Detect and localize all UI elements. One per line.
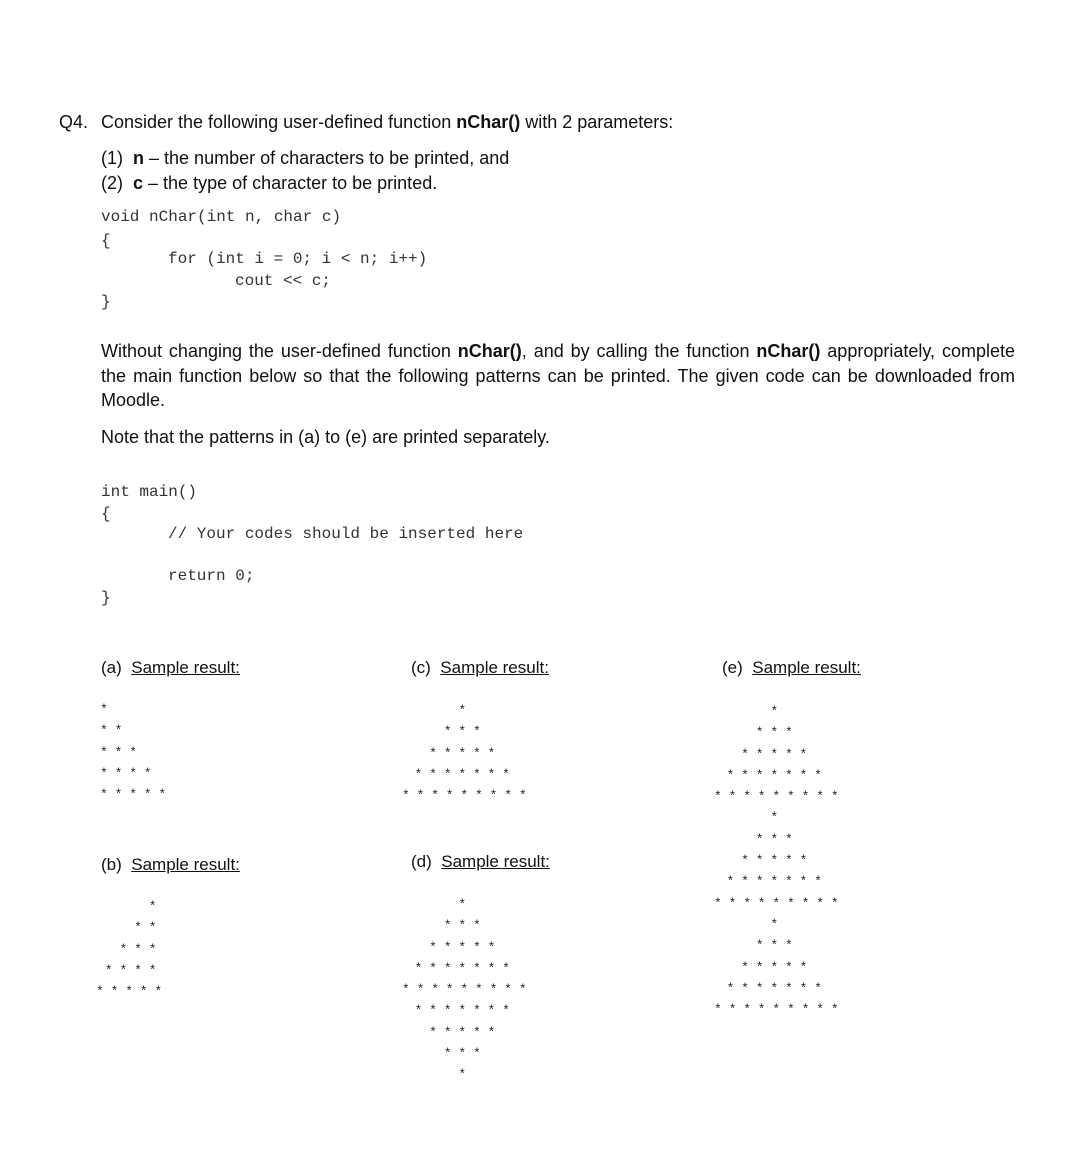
main-comment: // Your codes should be inserted here bbox=[168, 525, 524, 543]
param-name: n bbox=[133, 148, 145, 168]
pattern-b bbox=[96, 896, 162, 1002]
pattern-row: * * * bbox=[755, 725, 793, 741]
pattern-row: * * * * * bbox=[96, 984, 162, 1000]
pattern-row: * * * * * * * * * bbox=[714, 895, 839, 911]
pattern-row: * * * * * bbox=[429, 745, 495, 761]
function-close-brace: } bbox=[101, 293, 111, 311]
pattern-row: * * * * * * * bbox=[726, 980, 822, 996]
pattern-row: * * * * * * * * * bbox=[714, 1002, 839, 1018]
instructions-text: , and by calling the function bbox=[521, 341, 757, 361]
sample-e-heading bbox=[722, 658, 861, 678]
pattern-row: * bbox=[100, 702, 108, 717]
pattern-e bbox=[714, 701, 839, 1020]
intro-suffix: with 2 parameters: bbox=[520, 112, 674, 132]
pattern-row: * * * bbox=[443, 724, 481, 740]
pattern-row: * * * * * * * bbox=[414, 960, 510, 976]
main-open-brace: { bbox=[101, 505, 111, 523]
instructions-function-name: nChar() bbox=[756, 341, 821, 361]
sample-label: Sample result: bbox=[440, 658, 549, 677]
pattern-row: * * * * bbox=[104, 962, 156, 978]
sample-a-heading bbox=[101, 658, 240, 678]
function-body: cout << c; bbox=[235, 272, 332, 290]
pattern-row: * bbox=[770, 704, 778, 719]
pattern-row: * * * * * bbox=[741, 959, 807, 975]
question-number: Q4. bbox=[59, 112, 89, 132]
pattern-row: * bbox=[148, 899, 156, 914]
sample-b-heading bbox=[101, 855, 240, 875]
pattern-c bbox=[402, 700, 527, 806]
sample-marker: (b) bbox=[101, 855, 122, 874]
sample-marker: (e) bbox=[722, 658, 743, 677]
sample-marker: (a) bbox=[101, 658, 122, 677]
sample-marker: (d) bbox=[411, 852, 432, 871]
instructions-text: appropriately, complete the main function below so that the following patterns can be printed. The given code can be downloaded from Moodle. bbox=[101, 341, 1015, 410]
sample-label: Sample result: bbox=[131, 658, 240, 677]
pattern-row: * * * * * bbox=[100, 787, 166, 803]
pattern-row: * * * * * * * bbox=[726, 874, 822, 890]
note-text: Note that the patterns in (a) to (e) are printed separately. bbox=[101, 427, 550, 447]
pattern-row: * * * bbox=[100, 744, 137, 760]
pattern-row: * bbox=[458, 897, 466, 912]
param-item bbox=[101, 147, 509, 169]
pattern-row: * bbox=[770, 916, 778, 932]
pattern-a bbox=[100, 699, 180, 805]
intro-prefix: Consider the following user-defined function bbox=[101, 112, 457, 132]
pattern-row: * * * * * * * * * bbox=[714, 789, 839, 805]
pattern-row: * bbox=[770, 810, 778, 826]
function-loop: for (int i = 0; i < n; i++) bbox=[168, 250, 428, 268]
main-return: return 0; bbox=[168, 567, 255, 585]
instructions-function-name: nChar() bbox=[457, 341, 522, 361]
pattern-row: * * bbox=[100, 723, 122, 739]
instructions-text: Without changing the user-defined function bbox=[101, 341, 458, 361]
question-intro bbox=[101, 111, 673, 133]
pattern-row: * * * * * bbox=[429, 939, 495, 955]
pattern-row: * * * * * * * * * bbox=[402, 982, 527, 998]
function-signature: void nChar(int n, char c) bbox=[101, 208, 342, 226]
param-marker: (1) bbox=[101, 148, 123, 168]
pattern-row: * * * * * bbox=[741, 853, 807, 869]
param-desc: – the type of character to be printed. bbox=[143, 173, 438, 193]
pattern-row: * * * bbox=[755, 831, 793, 847]
pattern-row: * * * * * * * bbox=[414, 1003, 510, 1019]
pattern-row: * bbox=[458, 703, 466, 718]
param-item bbox=[101, 172, 437, 194]
pattern-row: * * * * bbox=[100, 765, 152, 781]
sample-marker: (c) bbox=[411, 658, 431, 677]
pattern-row: * * * * * bbox=[429, 1024, 495, 1040]
main-close-brace: } bbox=[101, 589, 111, 607]
pattern-row: * * * * * bbox=[741, 746, 807, 762]
sample-label: Sample result: bbox=[441, 852, 550, 871]
sample-label: Sample result: bbox=[131, 855, 240, 874]
pattern-row: * * * bbox=[119, 941, 156, 957]
main-signature: int main() bbox=[101, 483, 198, 501]
param-name: c bbox=[133, 173, 144, 193]
pattern-row: * * * * * * * * * bbox=[402, 788, 527, 804]
pattern-row: * * * bbox=[443, 918, 481, 934]
sample-d-heading bbox=[411, 852, 550, 872]
instructions-paragraph bbox=[101, 339, 1015, 413]
sample-c-heading bbox=[411, 658, 549, 678]
param-desc: – the number of characters to be printed, and bbox=[144, 148, 510, 168]
intro-function-name: nChar() bbox=[456, 112, 521, 132]
pattern-row: * * bbox=[134, 920, 156, 936]
pattern-row: * * * * * * * bbox=[414, 766, 510, 782]
pattern-row: * * * bbox=[443, 1046, 481, 1062]
pattern-row: * bbox=[458, 1067, 466, 1083]
pattern-d bbox=[402, 894, 527, 1086]
param-marker: (2) bbox=[101, 173, 123, 193]
function-open-brace: { bbox=[101, 232, 111, 250]
sample-label: Sample result: bbox=[752, 658, 861, 677]
pattern-row: * * * * * * * bbox=[726, 767, 822, 783]
pattern-row: * * * bbox=[755, 938, 793, 954]
